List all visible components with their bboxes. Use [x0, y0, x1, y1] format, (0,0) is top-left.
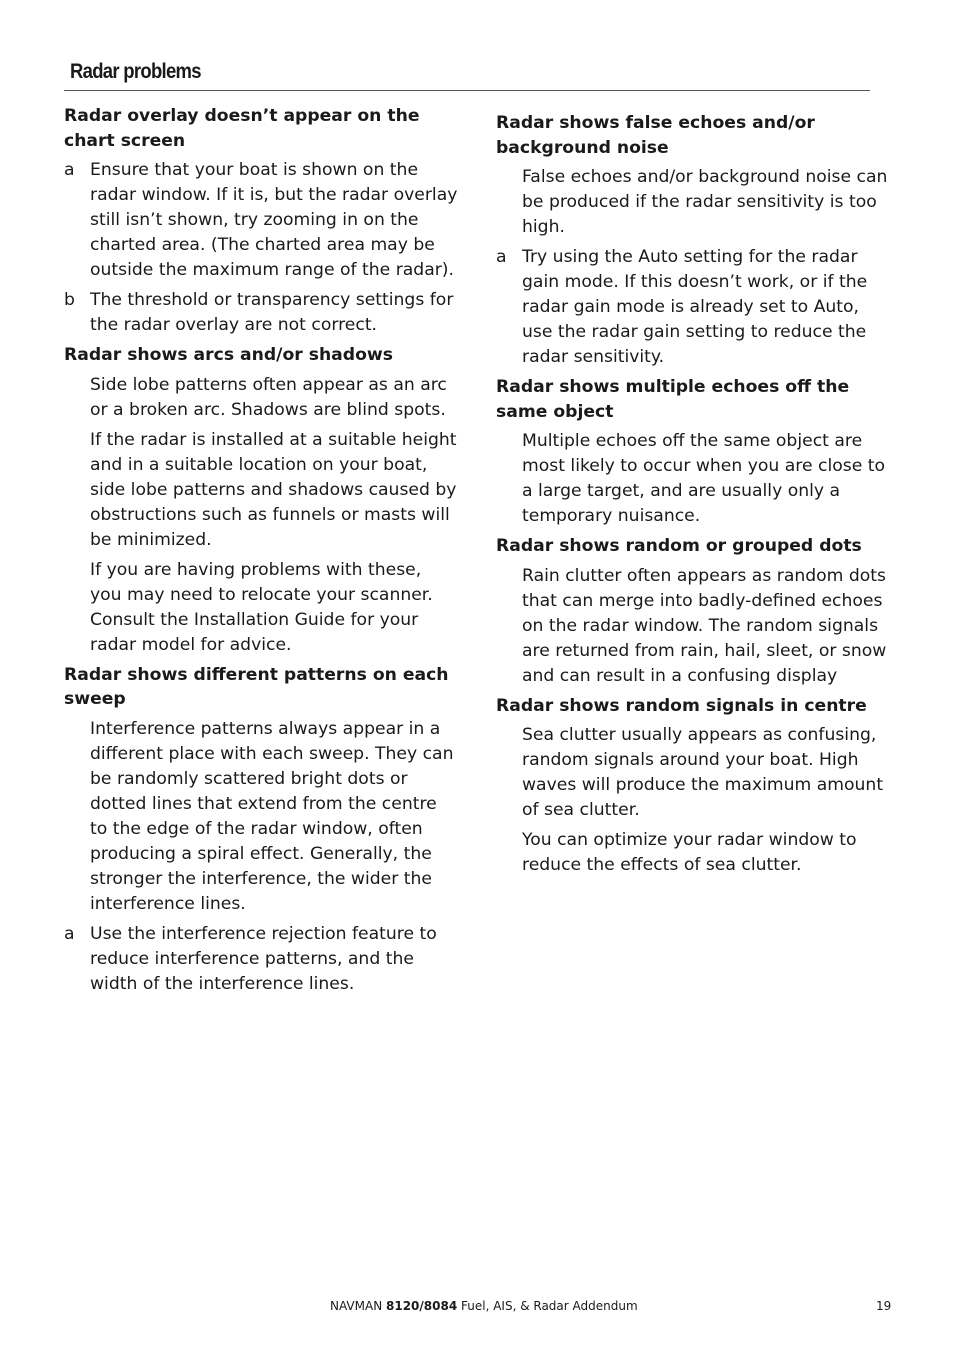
left-column — [64, 104, 458, 1002]
section-heading: Radar shows random signals in centre — [496, 695, 867, 716]
section-false-echoes — [496, 111, 890, 370]
paragraph: Sea clutter usually appears as confusing, random signals around your boat. High waves will produce the maximum amount of sea clutter. — [522, 725, 884, 820]
section-heading: Radar shows random or grouped dots — [496, 536, 862, 556]
section-heading: Radar shows different patterns on each sweep — [64, 664, 449, 709]
list-item — [496, 245, 890, 370]
item-letter: a — [64, 923, 75, 944]
paragraph: Multiple echoes off the same object are most likely to occur when you are close to a large target, and are usually only a temporary nuisance. — [522, 431, 886, 526]
item-text: Use the interference rejection feature to reduce interference patterns, and the width of the interference lines. — [90, 923, 437, 994]
list-item — [64, 288, 458, 338]
section-multiple-echoes — [496, 375, 890, 529]
title-divider — [64, 90, 870, 91]
item-letter: a — [64, 160, 75, 180]
paragraph: You can optimize your radar window to reduce the effects of sea clutter. — [522, 830, 857, 875]
item-text: Try using the Auto setting for the radar gain mode. If this doesn’t work, or if the radar gain mode is already set to Auto, use the radar gain setting to reduce the radar sensitivity. — [522, 247, 868, 367]
paragraph: Side lobe patterns often appear as an arc or a broken arc. Shadows are blind spots. — [90, 374, 447, 420]
section-heading: Radar shows arcs and/or shadows — [64, 345, 394, 365]
footer-brand: NAVMAN — [330, 1299, 383, 1313]
item-letter: b — [64, 290, 75, 310]
footer-doc-title: Fuel, AIS, & Radar Addendum — [461, 1299, 638, 1313]
right-column — [496, 111, 890, 883]
section-heading: Radar overlay doesn’t appear on the chart screen — [64, 106, 420, 151]
section-random-dots — [496, 534, 890, 689]
paragraph: Interference patterns always appear in a different place with each sweep. They can be randomly scattered bright dots or dotted lines that extend from the centre to the edge of the radar window, often producing a spiral effect. Generally, the stronger the interference, the wider the interference lines. — [90, 718, 454, 914]
page-number: 19 — [876, 1299, 892, 1313]
section-arcs-shadows — [64, 343, 458, 658]
section-heading: Radar shows multiple echoes off the same object — [496, 377, 850, 422]
section-different-patterns — [64, 663, 458, 997]
section-overlay — [64, 104, 458, 338]
item-letter: a — [496, 247, 507, 267]
list-item — [64, 922, 458, 997]
paragraph: Rain clutter often appears as random dots that can merge into badly-defined echoes on the radar window. The random signals are returned from rain, hail, sleet, or snow and can result in a confusing display — [522, 565, 887, 686]
item-text: Ensure that your boat is shown on the radar window. If it is, but the radar overlay still isn’t shown, try zooming in on the charted area. (The charted area may be outside the maximum range of the radar). — [90, 160, 458, 280]
page-title: Radar problems — [70, 60, 201, 83]
section-heading: Radar shows false echoes and/or background noise — [496, 113, 815, 158]
paragraph: False echoes and/or background noise can be produced if the radar sensitivity is too high. — [522, 167, 888, 237]
item-text: The threshold or transparency settings for the radar overlay are not correct. — [90, 290, 454, 335]
list-item — [64, 158, 458, 283]
section-random-signals — [496, 694, 890, 879]
paragraph: If you are having problems with these, you may need to relocate your scanner. Consult the Installation Guide for your radar model for advice. — [90, 559, 433, 655]
footer — [330, 1299, 638, 1313]
paragraph: If the radar is installed at a suitable height and in a suitable location on your boat, side lobe patterns and shadows caused by obstructions such as funnels or masts will be minimized. — [90, 429, 457, 550]
footer-model: 8120/8084 — [386, 1299, 458, 1313]
